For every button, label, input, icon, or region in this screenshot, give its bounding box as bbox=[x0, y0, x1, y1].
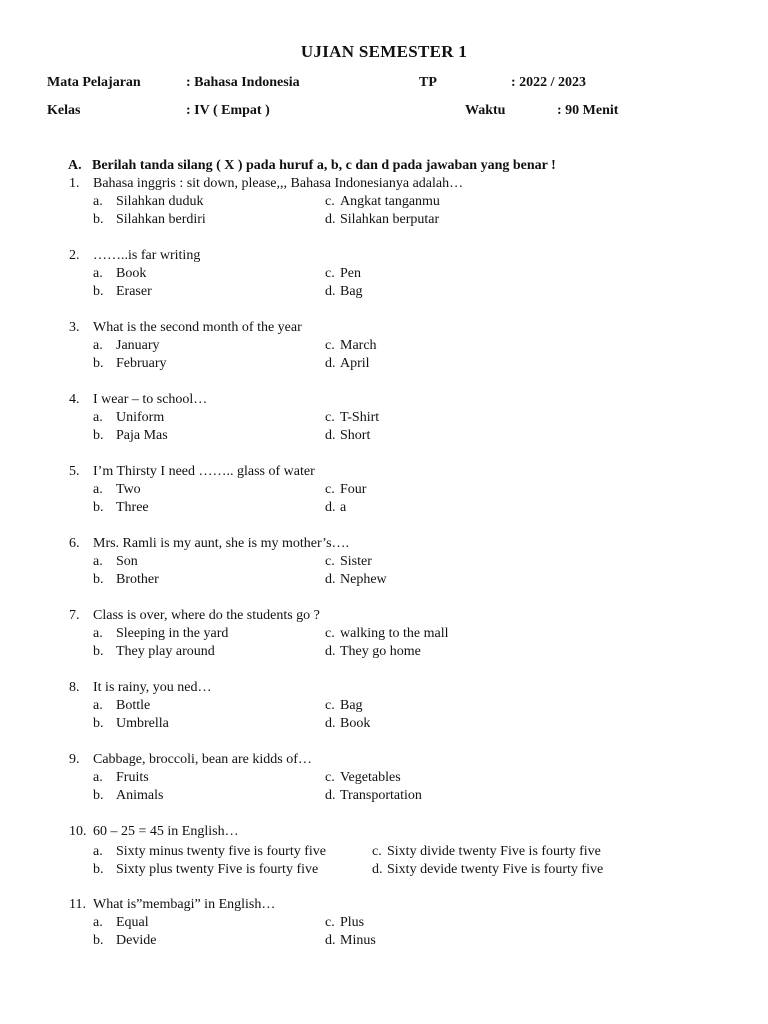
option-label: c. bbox=[325, 338, 335, 353]
duration-value: : 90 Menit bbox=[557, 103, 619, 118]
option-label: d. bbox=[325, 428, 336, 443]
option-label: a. bbox=[93, 482, 103, 497]
option-text: Devide bbox=[116, 933, 157, 948]
option-text: Three bbox=[116, 500, 149, 515]
exam-title: UJIAN SEMESTER 1 bbox=[300, 42, 468, 61]
question-text: Mrs. Ramli is my aunt, she is my mother’s…. bbox=[93, 536, 350, 551]
option-text: Silahkan berdiri bbox=[116, 212, 206, 227]
option-d[interactable] bbox=[325, 933, 376, 949]
option-c[interactable] bbox=[325, 626, 448, 642]
instruction-text: Berilah tanda silang ( X ) pada huruf a, b, c dan d pada jawaban yang benar ! bbox=[92, 158, 556, 173]
section-letter: A. bbox=[68, 158, 82, 173]
option-label: b. bbox=[93, 284, 104, 299]
option-b[interactable] bbox=[93, 500, 149, 516]
question-text: I wear – to school… bbox=[93, 392, 208, 407]
option-label: c. bbox=[325, 194, 335, 209]
option-text: Umbrella bbox=[116, 716, 169, 731]
option-label: a. bbox=[93, 194, 103, 209]
option-text: Book bbox=[340, 716, 371, 731]
option-label: c. bbox=[325, 770, 335, 785]
option-text: Plus bbox=[340, 915, 365, 930]
option-label: d. bbox=[325, 500, 336, 515]
question-text: 60 – 25 = 45 in English… bbox=[93, 824, 239, 839]
option-label: b. bbox=[93, 862, 104, 877]
option-b[interactable] bbox=[93, 862, 318, 878]
section-instruction bbox=[68, 158, 556, 174]
option-text: April bbox=[340, 356, 370, 371]
option-label: b. bbox=[93, 716, 104, 731]
option-text: Silahkan berputar bbox=[340, 212, 440, 227]
class-value: : IV ( Empat ) bbox=[186, 103, 270, 118]
option-c[interactable] bbox=[325, 698, 363, 714]
option-text: February bbox=[116, 356, 167, 371]
option-text: Bag bbox=[340, 284, 363, 299]
option-c[interactable] bbox=[372, 844, 601, 860]
option-label: c. bbox=[325, 698, 335, 713]
option-text: Angkat tanganmu bbox=[340, 194, 440, 209]
option-label: c. bbox=[325, 482, 335, 497]
question-number: 2. bbox=[69, 248, 80, 263]
option-c[interactable] bbox=[325, 915, 364, 931]
question-number: 7. bbox=[69, 608, 80, 623]
option-text: Sixty plus twenty Five is fourty five bbox=[116, 862, 319, 877]
option-b[interactable] bbox=[93, 716, 169, 732]
option-text: March bbox=[340, 338, 377, 353]
option-text: T-Shirt bbox=[340, 410, 380, 425]
option-d[interactable] bbox=[325, 572, 387, 588]
option-b[interactable] bbox=[93, 356, 167, 372]
option-text: They go home bbox=[340, 644, 421, 659]
option-text: Sixty minus twenty five is fourty five bbox=[116, 844, 326, 859]
option-text: Minus bbox=[340, 933, 376, 948]
option-a[interactable] bbox=[93, 698, 150, 714]
option-label: b. bbox=[93, 212, 104, 227]
option-label: a. bbox=[93, 338, 103, 353]
option-b[interactable] bbox=[93, 428, 168, 444]
option-a[interactable] bbox=[93, 338, 160, 354]
option-a[interactable] bbox=[93, 194, 204, 210]
option-label: b. bbox=[93, 788, 104, 803]
school-year-value: : 2022 / 2023 bbox=[511, 75, 587, 90]
option-label: d. bbox=[325, 212, 336, 227]
question-number: 1. bbox=[69, 176, 80, 191]
option-text: Nephew bbox=[340, 572, 387, 587]
subject-value: : Bahasa Indonesia bbox=[186, 75, 300, 90]
option-label: d. bbox=[325, 284, 336, 299]
question-number: 10. bbox=[69, 824, 87, 839]
option-text: Vegetables bbox=[340, 770, 401, 785]
option-label: a. bbox=[93, 626, 103, 641]
option-label: d. bbox=[325, 933, 336, 948]
option-text: Sister bbox=[340, 554, 372, 569]
option-label: a. bbox=[93, 844, 103, 859]
option-c[interactable] bbox=[325, 338, 377, 354]
option-label: c. bbox=[325, 626, 335, 641]
option-text: Eraser bbox=[116, 284, 152, 299]
option-label: c. bbox=[325, 554, 335, 569]
option-label: b. bbox=[93, 644, 104, 659]
question-number: 4. bbox=[69, 392, 80, 407]
option-text: January bbox=[116, 338, 160, 353]
option-d[interactable] bbox=[325, 428, 370, 444]
question-text: Cabbage, broccoli, bean are kidds of… bbox=[93, 752, 312, 767]
option-label: d. bbox=[325, 572, 336, 587]
option-a[interactable] bbox=[93, 410, 164, 426]
option-text: Book bbox=[116, 266, 147, 281]
option-b[interactable] bbox=[93, 284, 152, 300]
class-label: Kelas bbox=[47, 103, 81, 118]
option-text: Bag bbox=[340, 698, 363, 713]
duration-label: Waktu bbox=[465, 103, 506, 118]
option-c[interactable] bbox=[325, 266, 361, 282]
option-text: Equal bbox=[116, 915, 149, 930]
option-text: Uniform bbox=[116, 410, 165, 425]
option-label: b. bbox=[93, 933, 104, 948]
option-c[interactable] bbox=[325, 410, 379, 426]
option-text: a bbox=[340, 500, 347, 515]
option-a[interactable] bbox=[93, 844, 326, 860]
option-c[interactable] bbox=[325, 482, 366, 498]
question-text: What is”membagi” in English… bbox=[93, 897, 276, 912]
option-text: Animals bbox=[116, 788, 164, 803]
option-d[interactable] bbox=[325, 716, 370, 732]
option-text: Short bbox=[340, 428, 371, 443]
option-label: c. bbox=[325, 410, 335, 425]
option-label: d. bbox=[325, 788, 336, 803]
question-text: I’m Thirsty I need …….. glass of water bbox=[93, 464, 315, 479]
option-a[interactable] bbox=[93, 482, 141, 498]
option-label: a. bbox=[93, 770, 103, 785]
option-text: Transportation bbox=[340, 788, 422, 803]
option-text: Four bbox=[340, 482, 367, 497]
question-number: 8. bbox=[69, 680, 80, 695]
option-d[interactable] bbox=[325, 788, 422, 804]
option-d[interactable] bbox=[372, 862, 603, 878]
option-d[interactable] bbox=[325, 356, 370, 372]
option-a[interactable] bbox=[93, 626, 228, 642]
option-b[interactable] bbox=[93, 933, 156, 949]
option-text: Brother bbox=[116, 572, 159, 587]
option-text: Sleeping in the yard bbox=[116, 626, 229, 641]
option-label: a. bbox=[93, 698, 103, 713]
option-d[interactable] bbox=[325, 644, 421, 660]
option-a[interactable] bbox=[93, 554, 138, 570]
school-year-label: TP bbox=[419, 75, 437, 90]
option-a[interactable] bbox=[93, 770, 149, 786]
subject-label: Mata Pelajaran bbox=[47, 75, 141, 90]
option-text: Sixty devide twenty Five is fourty five bbox=[387, 862, 604, 877]
option-label: c. bbox=[325, 915, 335, 930]
question-text: ……..is far writing bbox=[93, 248, 201, 263]
option-text: They play around bbox=[116, 644, 215, 659]
option-d[interactable] bbox=[325, 212, 439, 228]
question-number: 3. bbox=[69, 320, 80, 335]
option-label: b. bbox=[93, 500, 104, 515]
option-b[interactable] bbox=[93, 644, 215, 660]
option-label: d. bbox=[325, 356, 336, 371]
option-c[interactable] bbox=[325, 770, 401, 786]
option-b[interactable] bbox=[93, 212, 206, 228]
option-text: Sixty divide twenty Five is fourty five bbox=[387, 844, 601, 859]
option-label: a. bbox=[93, 554, 103, 569]
option-a[interactable] bbox=[93, 266, 146, 282]
option-text: Pen bbox=[340, 266, 361, 281]
option-text: Two bbox=[116, 482, 141, 497]
option-label: a. bbox=[93, 410, 103, 425]
question-number: 9. bbox=[69, 752, 80, 767]
option-label: d. bbox=[325, 644, 336, 659]
option-label: c. bbox=[372, 844, 382, 859]
option-text: Silahkan duduk bbox=[116, 194, 204, 209]
question-text: It is rainy, you ned… bbox=[93, 680, 212, 695]
option-label: b. bbox=[93, 356, 104, 371]
question-number: 5. bbox=[69, 464, 80, 479]
option-label: d. bbox=[325, 716, 336, 731]
question-text: Bahasa inggris : sit down, please,,, Bahasa Indonesianya adalah… bbox=[93, 176, 464, 191]
option-label: b. bbox=[93, 572, 104, 587]
option-label: a. bbox=[93, 915, 103, 930]
question-text: What is the second month of the year bbox=[93, 320, 302, 335]
option-label: a. bbox=[93, 266, 103, 281]
option-c[interactable] bbox=[325, 554, 372, 570]
question-number: 11. bbox=[69, 897, 86, 912]
option-text: Bottle bbox=[116, 698, 151, 713]
option-label: c. bbox=[325, 266, 335, 281]
option-text: Paja Mas bbox=[116, 428, 168, 443]
option-text: Fruits bbox=[116, 770, 149, 785]
option-d[interactable] bbox=[325, 500, 346, 516]
option-label: d. bbox=[372, 862, 383, 877]
question-text: Class is over, where do the students go ? bbox=[93, 608, 320, 623]
option-d[interactable] bbox=[325, 284, 363, 300]
option-c[interactable] bbox=[325, 194, 440, 210]
option-label: b. bbox=[93, 428, 104, 443]
question-number: 6. bbox=[69, 536, 80, 551]
option-text: Son bbox=[116, 554, 138, 569]
option-b[interactable] bbox=[93, 788, 163, 804]
option-b[interactable] bbox=[93, 572, 159, 588]
option-a[interactable] bbox=[93, 915, 149, 931]
option-text: walking to the mall bbox=[340, 626, 449, 641]
